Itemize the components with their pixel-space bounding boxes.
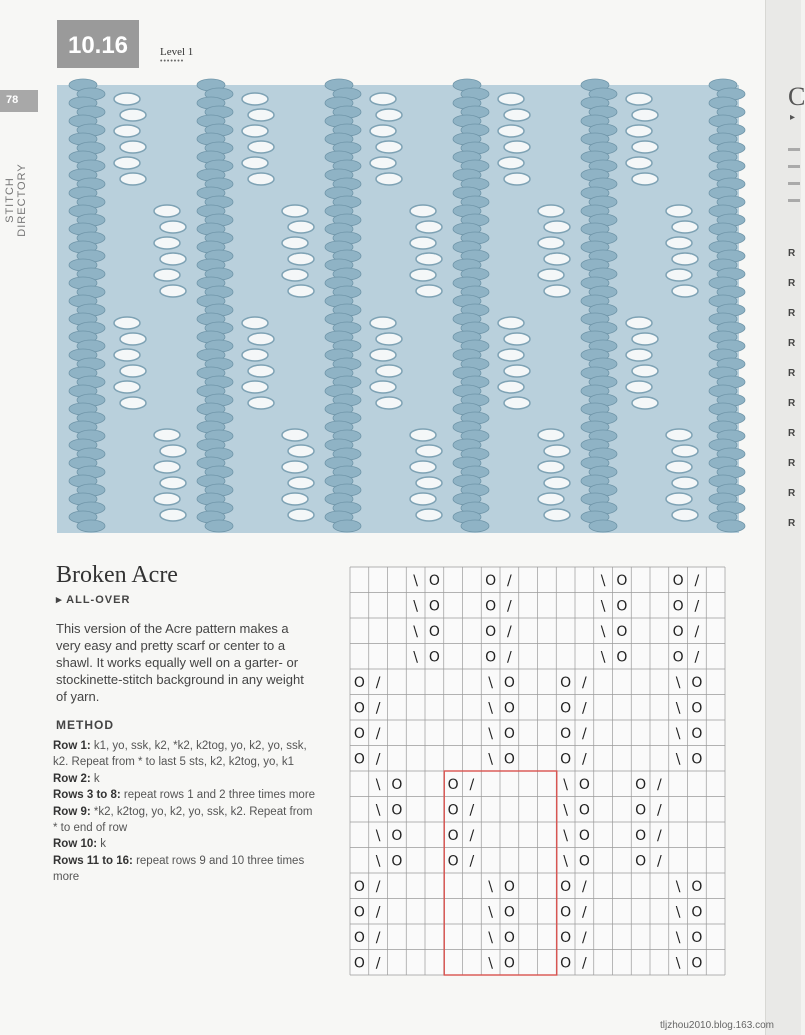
chart-stitch-symbol: / bbox=[582, 955, 587, 972]
pattern-title: Broken Acre bbox=[56, 562, 178, 588]
chart-stitch-symbol: O bbox=[560, 929, 572, 946]
chart-stitch-symbol: O bbox=[503, 955, 515, 972]
next-page-row-label: R bbox=[788, 338, 796, 349]
next-page-text-line bbox=[788, 165, 800, 168]
pattern-category: ALL-OVER bbox=[66, 594, 131, 606]
method-row-text: repeat rows 1 and 2 three times more bbox=[120, 789, 316, 802]
stitch-chart bbox=[350, 567, 725, 975]
chart-stitch-symbol: \ bbox=[600, 572, 606, 589]
chart-stitch-symbol: \ bbox=[563, 776, 568, 793]
chart-stitch-symbol: / bbox=[694, 649, 700, 666]
side-section-label: STITCH DIRECTORY bbox=[4, 163, 28, 237]
next-page-text-line bbox=[788, 199, 800, 202]
chart-stitch-symbol: O bbox=[353, 878, 365, 895]
chart-stitch-symbol: \ bbox=[375, 827, 381, 844]
chart-stitch-symbol: \ bbox=[675, 929, 681, 946]
chart-stitch-symbol: O bbox=[485, 623, 497, 640]
chart-stitch-symbol: / bbox=[657, 776, 662, 793]
chart-stitch-symbol: O bbox=[560, 878, 572, 895]
method-row bbox=[53, 787, 318, 803]
chart-stitch-symbol: O bbox=[560, 751, 572, 768]
chart-stitch-symbol: / bbox=[694, 598, 700, 615]
pattern-intro: This version of the Acre pattern makes a very easy and pretty scarf or center to a shawl. It works equally well on a garter- or stockinette-stitch background in any weight of yarn. bbox=[56, 621, 304, 704]
chart-stitch-symbol: \ bbox=[488, 751, 493, 768]
chart-stitch-symbol: \ bbox=[600, 623, 606, 640]
chart-stitch-symbol: \ bbox=[375, 802, 381, 819]
next-page-row-label: R bbox=[788, 398, 796, 409]
method-row-label: Row 10: bbox=[53, 838, 98, 851]
chart-stitch-symbol: O bbox=[503, 929, 515, 946]
chart-stitch-symbol: / bbox=[657, 802, 662, 819]
chart-stitch-symbol: O bbox=[485, 572, 497, 589]
chart-stitch-symbol: O bbox=[428, 623, 440, 640]
chart-stitch-symbol: \ bbox=[488, 955, 493, 972]
chart-stitch-symbol: \ bbox=[488, 929, 493, 946]
chart-stitch-symbol: / bbox=[375, 929, 381, 946]
chart-stitch-symbol: \ bbox=[413, 649, 418, 666]
chart-stitch-symbol: O bbox=[353, 674, 365, 691]
chart-stitch-symbol: / bbox=[582, 674, 587, 691]
chart-stitch-symbol: O bbox=[672, 649, 684, 666]
chart-stitch-symbol: O bbox=[503, 904, 515, 921]
chart-stitch-symbol: O bbox=[616, 649, 628, 666]
method-row-text: k1, yo, ssk, k2, *k2, k2tog, yo, k2, yo, ssk, k2. Repeat from * to last 5 sts, k2, k2tog, yo, k1 bbox=[53, 740, 307, 769]
method-row-text: repeat rows 9 and 10 three times more bbox=[53, 854, 305, 884]
next-page-text-line bbox=[788, 148, 800, 151]
chart-stitch-symbol: / bbox=[582, 725, 587, 742]
chart-stitch-symbol: O bbox=[691, 725, 703, 742]
chart-stitch-symbol: / bbox=[507, 598, 512, 615]
chart-stitch-symbol: / bbox=[375, 700, 381, 717]
chart-stitch-symbol: O bbox=[353, 904, 365, 921]
next-page-row-label: R bbox=[788, 368, 796, 379]
chart-stitch-symbol: \ bbox=[488, 700, 493, 717]
chart-stitch-symbol: O bbox=[503, 674, 515, 691]
chart-stitch-symbol: / bbox=[507, 649, 512, 666]
level-dots: ••••••• bbox=[160, 58, 185, 65]
chart-stitch-symbol: O bbox=[503, 725, 515, 742]
difficulty-level: Level 1 bbox=[160, 46, 194, 58]
chart-stitch-symbol: \ bbox=[375, 776, 381, 793]
chart-stitch-symbol: O bbox=[672, 572, 684, 589]
chart-stitch-symbol: O bbox=[391, 853, 403, 870]
chart-stitch-symbol: O bbox=[428, 598, 440, 615]
chart-stitch-symbol: O bbox=[616, 598, 628, 615]
next-page-edge bbox=[765, 0, 805, 1035]
next-page-text-line bbox=[788, 182, 800, 185]
chart-stitch-symbol: / bbox=[694, 572, 700, 589]
chart-stitch-symbol: \ bbox=[600, 649, 606, 666]
section-number: 10.16 bbox=[67, 32, 129, 59]
chart-stitch-symbol: O bbox=[560, 700, 572, 717]
chart-stitch-symbol: O bbox=[353, 700, 365, 717]
next-page-row-label: R bbox=[788, 488, 796, 499]
chart-stitch-symbol: O bbox=[560, 674, 572, 691]
chart-stitch-symbol: O bbox=[635, 853, 647, 870]
chart-stitch-symbol: O bbox=[560, 955, 572, 972]
method-row bbox=[53, 853, 318, 886]
chart-stitch-symbol: / bbox=[469, 827, 475, 844]
chart-stitch-symbol: O bbox=[672, 598, 684, 615]
chart-stitch-symbol: O bbox=[578, 853, 590, 870]
chart-stitch-symbol: \ bbox=[413, 623, 418, 640]
next-page-row-label: R bbox=[788, 428, 796, 439]
chart-stitch-symbol: / bbox=[375, 904, 381, 921]
chart-stitch-symbol: O bbox=[691, 751, 703, 768]
chart-stitch-symbol: O bbox=[691, 955, 703, 972]
chart-stitch-symbol: O bbox=[447, 802, 459, 819]
chart-stitch-symbol: O bbox=[560, 725, 572, 742]
chart-stitch-symbol: \ bbox=[375, 853, 381, 870]
method-row-text: *k2, k2tog, yo, k2, yo, ssk, k2. Repeat from * to end of row bbox=[53, 805, 313, 835]
chart-stitch-symbol: / bbox=[694, 623, 700, 640]
lace-swatch-image bbox=[57, 85, 739, 533]
chart-stitch-symbol: \ bbox=[413, 598, 418, 615]
chart-stitch-symbol: \ bbox=[563, 802, 568, 819]
chart-stitch-symbol: \ bbox=[600, 598, 606, 615]
chart-stitch-symbol: / bbox=[507, 623, 512, 640]
next-page-initial: C bbox=[788, 82, 805, 111]
chart-stitch-symbol: O bbox=[672, 623, 684, 640]
next-page-row-label: R bbox=[788, 518, 796, 529]
chart-stitch-symbol: O bbox=[691, 674, 703, 691]
chart-stitch-symbol: \ bbox=[675, 878, 681, 895]
chart-stitch-symbol: / bbox=[582, 904, 587, 921]
chart-stitch-symbol: / bbox=[582, 751, 587, 768]
chart-stitch-symbol: \ bbox=[563, 853, 568, 870]
chart-stitch-symbol: O bbox=[485, 598, 497, 615]
chart-stitch-symbol: / bbox=[582, 878, 587, 895]
method-row-label: Row 2: bbox=[53, 772, 91, 785]
chart-stitch-symbol: / bbox=[469, 776, 475, 793]
chart-stitch-symbol: \ bbox=[675, 674, 681, 691]
method-row-label: Row 1: bbox=[53, 740, 91, 752]
chart-stitch-symbol: O bbox=[503, 751, 515, 768]
chart-stitch-symbol: \ bbox=[488, 878, 493, 895]
chart-stitch-symbol: O bbox=[447, 827, 459, 844]
chart-stitch-symbol: O bbox=[560, 904, 572, 921]
section-number-box bbox=[57, 20, 139, 68]
chart-stitch-symbol: \ bbox=[413, 572, 418, 589]
chart-stitch-symbol: O bbox=[691, 904, 703, 921]
chart-stitch-symbol: / bbox=[469, 853, 475, 870]
chart-stitch-symbol: / bbox=[582, 929, 587, 946]
knit-swatch-photo bbox=[57, 85, 739, 533]
chart-stitch-symbol: / bbox=[375, 955, 381, 972]
chart-stitch-symbol: O bbox=[691, 878, 703, 895]
chart-stitch-symbol: O bbox=[578, 776, 590, 793]
chart-stitch-symbol: O bbox=[635, 827, 647, 844]
chart-stitch-symbol: / bbox=[657, 827, 662, 844]
method-row-label: Row 9: bbox=[53, 805, 91, 818]
chart-stitch-symbol: O bbox=[635, 776, 647, 793]
chart-stitch-symbol: O bbox=[691, 700, 703, 717]
chart-stitch-symbol: \ bbox=[488, 725, 493, 742]
chart-stitch-symbol: O bbox=[353, 955, 365, 972]
chart-stitch-symbol: / bbox=[582, 700, 587, 717]
page-number-tab bbox=[0, 90, 38, 112]
method-heading: METHOD bbox=[56, 718, 114, 732]
chart-stitch-symbol: / bbox=[375, 674, 381, 691]
chart-stitch-symbol: O bbox=[353, 751, 365, 768]
chart-stitch-symbol: O bbox=[353, 929, 365, 946]
chart-stitch-symbol: O bbox=[616, 623, 628, 640]
chart-stitch-symbol: O bbox=[428, 649, 440, 666]
chart-stitch-symbol: O bbox=[428, 572, 440, 589]
chart-stitch-symbol: / bbox=[375, 878, 381, 895]
chart-stitch-symbol: O bbox=[353, 725, 365, 742]
chart-stitch-symbol: O bbox=[391, 827, 403, 844]
chart-stitch-symbol: O bbox=[503, 878, 515, 895]
chart-stitch-symbol: / bbox=[657, 853, 662, 870]
chart-stitch-symbol: O bbox=[447, 776, 459, 793]
chart-stitch-symbol: / bbox=[469, 802, 475, 819]
pattern-subtitle: ▸ ALL-OVER bbox=[56, 594, 131, 606]
chart-stitch-symbol: O bbox=[616, 572, 628, 589]
chart-stitch-symbol: O bbox=[391, 802, 403, 819]
method-row bbox=[53, 836, 318, 852]
chart-stitch-symbol: O bbox=[635, 802, 647, 819]
chart-stitch-symbol: O bbox=[447, 853, 459, 870]
next-page-arrow-icon: ▸ bbox=[790, 112, 796, 123]
page-number: 78 bbox=[6, 94, 19, 106]
footer-credit: tljzhou2010.blog.163.com bbox=[660, 1020, 774, 1031]
method-row bbox=[53, 804, 318, 837]
chart-stitch-symbol: \ bbox=[488, 904, 493, 921]
method-row-label: Rows 11 to 16: bbox=[53, 854, 133, 867]
next-page-row-label: R bbox=[788, 248, 796, 259]
method-row-text: k bbox=[90, 772, 100, 785]
method-row bbox=[53, 738, 318, 771]
chart-stitch-symbol: \ bbox=[675, 725, 681, 742]
chart-stitch-symbol: \ bbox=[488, 674, 493, 691]
chart-stitch-symbol: / bbox=[375, 725, 381, 742]
chart-stitch-symbol: \ bbox=[675, 700, 681, 717]
chart-stitch-symbol: O bbox=[485, 649, 497, 666]
chart-stitch-symbol: \ bbox=[675, 751, 681, 768]
chart-stitch-symbol: \ bbox=[563, 827, 568, 844]
method-row bbox=[53, 771, 318, 787]
chart-stitch-symbol: / bbox=[375, 751, 381, 768]
method-list bbox=[53, 738, 318, 886]
next-page-row-label: R bbox=[788, 278, 796, 289]
method-row-label: Rows 3 to 8: bbox=[53, 789, 121, 802]
chart-stitch-symbol: O bbox=[578, 827, 590, 844]
next-page-row-label: R bbox=[788, 308, 796, 319]
chart-stitch-symbol: O bbox=[391, 776, 403, 793]
chart-stitch-symbol: O bbox=[578, 802, 590, 819]
next-page-row-label: R bbox=[788, 458, 796, 469]
chart-stitch-symbol: \ bbox=[675, 955, 681, 972]
chart-stitch-symbol: O bbox=[503, 700, 515, 717]
chart-stitch-symbol: / bbox=[507, 572, 512, 589]
chart-stitch-symbol: \ bbox=[675, 904, 681, 921]
method-row-text: k bbox=[97, 838, 107, 851]
chart-stitch-symbol: O bbox=[691, 929, 703, 946]
